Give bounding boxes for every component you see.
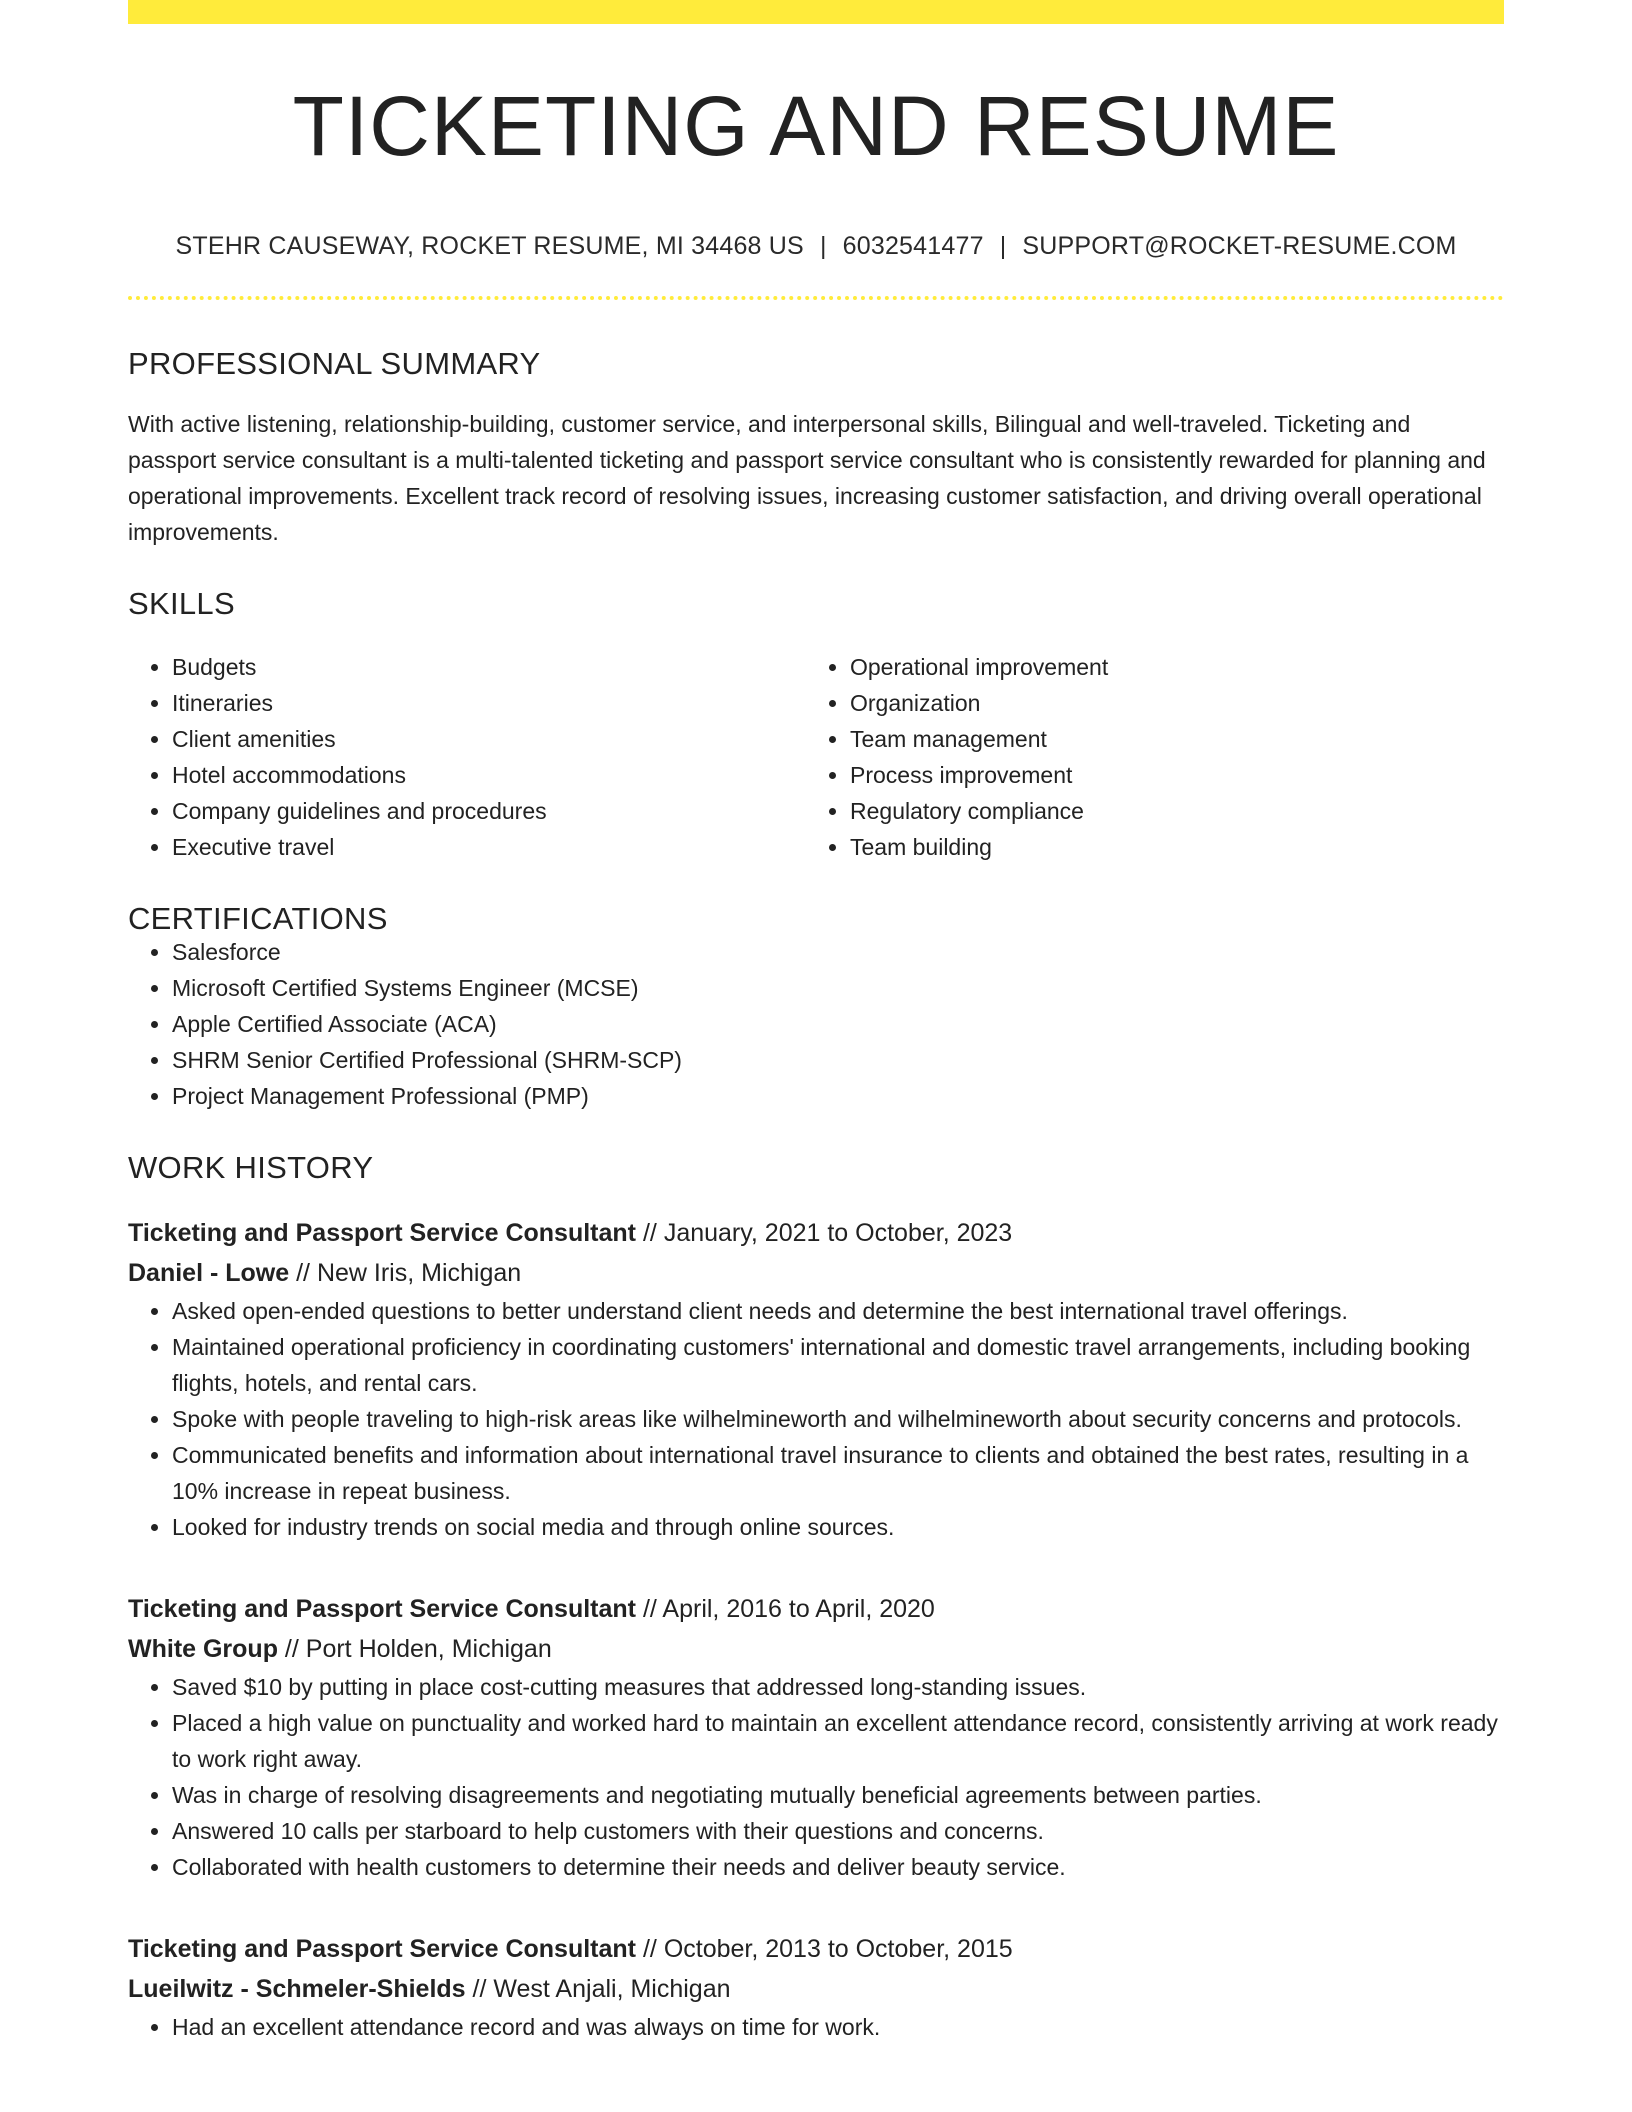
contact-line [128, 234, 1504, 259]
skill-item: • Process improvement [850, 757, 1484, 793]
skills-column-right [806, 649, 1484, 865]
job-bullet: • Placed a high value on punctuality and worked hard to maintain an excellent attendance record, consistently arriving at work ready to work right away. [172, 1705, 1504, 1777]
job-divider: // [277, 1635, 306, 1663]
certification-item: • Project Management Professional (PMP) [172, 1078, 1504, 1114]
job-company-line [128, 1253, 1504, 1293]
job-bullets [128, 2009, 1504, 2045]
job-role: Ticketing and Passport Service Consultant [128, 1595, 637, 1623]
certification-item: • Microsoft Certified Systems Engineer (MCSE) [172, 970, 1504, 1006]
job-dates: January, 2021 to October, 2023 [663, 1219, 1013, 1247]
job-divider: // [636, 1595, 663, 1623]
job-entry [128, 1929, 1504, 2045]
resume-page [128, 0, 1504, 2045]
job-divider: // [636, 1219, 664, 1247]
skill-item: • Team management [850, 721, 1484, 757]
job-bullet: • Answered 10 calls per starboard to help customers with their questions and concerns. [172, 1813, 1504, 1849]
skill-item: • Organization [850, 685, 1484, 721]
skill-item: • Hotel accommodations [172, 757, 806, 793]
job-location: New Iris, Michigan [316, 1259, 522, 1287]
contact-phone: 6032541477 [842, 232, 984, 260]
job-company: Lueilwitz - Schmeler-Shields [128, 1975, 466, 2003]
certifications-heading: CERTIFICATIONS [128, 901, 388, 936]
job-divider: // [289, 1259, 317, 1287]
certifications-list [128, 934, 1504, 1114]
job-bullet: • Looked for industry trends on social media and through online sources. [172, 1509, 1504, 1545]
job-dates: April, 2016 to April, 2020 [662, 1595, 935, 1623]
contact-email: SUPPORT@ROCKET-RESUME.COM [1022, 232, 1457, 260]
accent-top-bar [128, 0, 1504, 24]
job-bullet: • Communicated benefits and information about international travel insurance to clients and obtained the best rates, resulting in a 10% increase in repeat business. [172, 1437, 1504, 1509]
job-title-line [128, 1589, 1504, 1629]
skill-item: • Regulatory compliance [850, 793, 1484, 829]
job-company-line [128, 1969, 1504, 2009]
work-history-heading: WORK HISTORY [128, 1150, 374, 1185]
summary-heading: PROFESSIONAL SUMMARY [128, 346, 541, 381]
skill-item: • Operational improvement [850, 649, 1484, 685]
job-bullet: • Was in charge of resolving disagreements and negotiating mutually beneficial agreements between parties. [172, 1777, 1504, 1813]
job-company: Daniel - Lowe [128, 1259, 290, 1287]
job-divider: // [465, 1975, 494, 2003]
job-bullet: • Maintained operational proficiency in coordinating customers' international and domestic travel arrangements, including booking flights, hotels, and rental cars. [172, 1329, 1504, 1401]
job-bullet: • Had an excellent attendance record and was always on time for work. [172, 2009, 1504, 2045]
job-bullet: • Asked open-ended questions to better understand client needs and determine the best international travel offerings. [172, 1293, 1504, 1329]
certification-item: • Salesforce [172, 934, 1504, 970]
certification-item: • SHRM Senior Certified Professional (SHRM-SCP) [172, 1042, 1504, 1078]
job-location: Port Holden, Michigan [305, 1635, 552, 1663]
skill-item: • Budgets [172, 649, 806, 685]
job-role: Ticketing and Passport Service Consultant [128, 1219, 637, 1247]
job-divider: // [636, 1935, 664, 1963]
skill-item: • Company guidelines and procedures [172, 793, 806, 829]
job-bullet: • Saved $10 by putting in place cost-cutting measures that addressed long-standing issues. [172, 1669, 1504, 1705]
job-bullets [128, 1293, 1504, 1545]
skills-columns [128, 649, 1504, 865]
skill-item: • Itineraries [172, 685, 806, 721]
job-role: Ticketing and Passport Service Consultant [128, 1935, 637, 1963]
dotted-divider [128, 296, 1504, 300]
job-bullets [128, 1669, 1504, 1885]
job-company-line [128, 1629, 1504, 1669]
skills-heading: SKILLS [128, 586, 235, 621]
job-title-line [128, 1929, 1504, 1969]
job-entry [128, 1589, 1504, 1885]
contact-separator: | [999, 232, 1007, 260]
skills-column-left [128, 649, 806, 865]
skill-item: • Executive travel [172, 829, 806, 865]
job-entry [128, 1213, 1504, 1545]
skills-list-right [806, 649, 1484, 865]
contact-separator: | [819, 232, 827, 260]
job-company: White Group [128, 1635, 278, 1663]
skill-item: • Team building [850, 829, 1484, 865]
skill-item: • Client amenities [172, 721, 806, 757]
job-bullet: • Collaborated with health customers to determine their needs and deliver beauty service. [172, 1849, 1504, 1885]
resume-name: TICKETING AND RESUME [292, 79, 1340, 173]
summary-text: With active listening, relationship-building, customer service, and interpersonal skills, Bilingual and well-traveled. Ticketing and passport service consultant is a multi-talented ticketing and passport service consultant who is consistently rewarded for planning and operational improvements. Excellent track record of resolving issues, increasing customer satisfaction, and driving overall operational improvements. [128, 411, 1486, 545]
skills-list-left [128, 649, 806, 865]
contact-address: STEHR CAUSEWAY, ROCKET RESUME, MI 34468 US [175, 232, 804, 260]
job-title-line [128, 1213, 1504, 1253]
job-location: West Anjali, Michigan [493, 1975, 731, 2003]
job-dates: October, 2013 to October, 2015 [663, 1935, 1013, 1963]
job-bullet: • Spoke with people traveling to high-risk areas like wilhelmineworth and wilhelmineworth about security concerns and protocols. [172, 1401, 1504, 1437]
certification-item: • Apple Certified Associate (ACA) [172, 1006, 1504, 1042]
